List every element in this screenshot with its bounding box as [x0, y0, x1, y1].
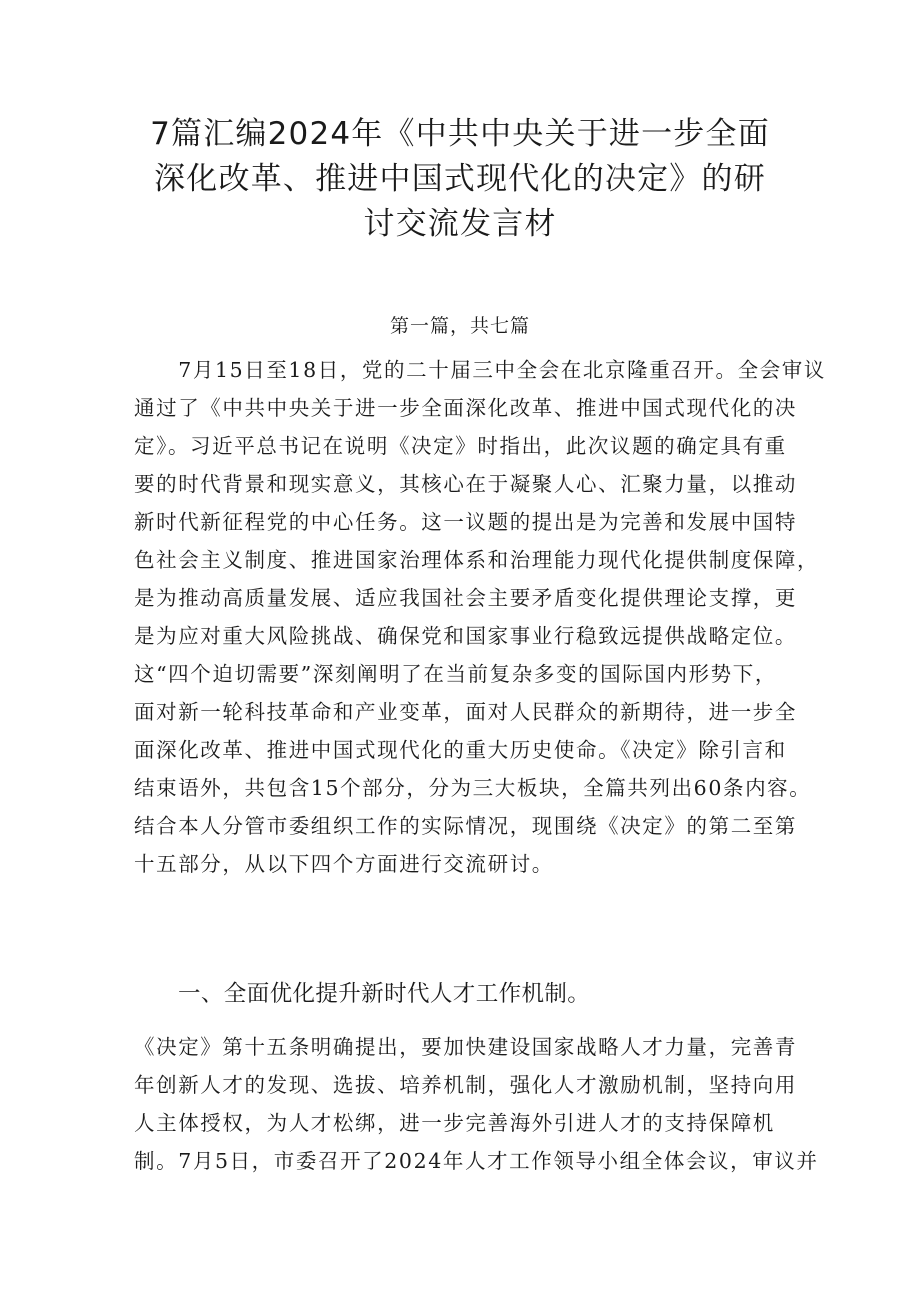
text-line: 这“四个迫切需要”深刻阐明了在当前复杂多变的国际国内形势下， — [134, 662, 777, 686]
text-line: 结合本人分管市委组织工作的实际情况，现围绕《决定》的第二至第 — [134, 814, 797, 838]
text-line: 面深化改革、推进中国式现代化的重大历史使命。《决定》除引言和 — [134, 738, 787, 762]
text-line: 是为应对重大风险挑战、确保党和国家事业行稳致远提供战略定位。 — [134, 624, 797, 648]
text-line: 是为推动高质量发展、适应我国社会主要矛盾变化提供理论支撑，更 — [134, 586, 797, 610]
text-line: 定》。习近平总书记在说明《决定》时指出，此次议题的确定具有重 — [134, 434, 787, 458]
text-line: 十五部分，从以下四个方面进行交流研讨。 — [134, 852, 554, 876]
title-line: 深化改革、推进中国式现代化的决定》的研 — [154, 161, 766, 197]
text-line: 《决定》第十五条明确提出，要加快建设国家战略人才力量，完善青 — [134, 1035, 797, 1059]
text-line: 人主体授权，为人才松绑，进一步完善海外引进人才的支持保障机 — [134, 1111, 775, 1135]
section-heading: 一、全面优化提升新时代人才工作机制。 — [178, 981, 591, 1007]
text-line: 年创新人才的发现、选拔、培养机制，强化人才激励机制，坚持向用 — [134, 1073, 797, 1097]
text-line: 通过了《中共中央关于进一步全面深化改革、推进中国式现代化的决 — [134, 396, 797, 420]
paragraph-section1 — [134, 1028, 819, 1180]
document-title — [110, 112, 810, 247]
text-line: 7月15日至18日，党的二十届三中全会在北京隆重召开。全会审议 — [134, 358, 827, 382]
paragraph-intro — [134, 351, 827, 883]
title-line: 讨交流发言材 — [363, 206, 557, 242]
title-line: 7篇汇编2024年《中共中央关于进一步全面 — [150, 116, 770, 152]
text-line: 要的时代背景和现实意义，其核心在于凝聚人心、汇聚力量，以推动 — [134, 472, 797, 496]
text-line: 色社会主义制度、推进国家治理体系和治理能力现代化提供制度保障， — [134, 548, 820, 572]
text-line: 面对新一轮科技革命和产业变革，面对人民群众的新期待，进一步全 — [134, 700, 797, 724]
text-line: 新时代新征程党的中心任务。这一议题的提出是为完善和发展中国特 — [134, 510, 797, 534]
text-line: 制。7月5日，市委召开了2024年人才工作领导小组全体会议，审议并 — [134, 1149, 819, 1173]
document-subtitle: 第一篇，共七篇 — [389, 315, 530, 337]
text-line: 结束语外，共包含15个部分，分为三大板块，全篇共列出60条内容。 — [134, 776, 812, 800]
